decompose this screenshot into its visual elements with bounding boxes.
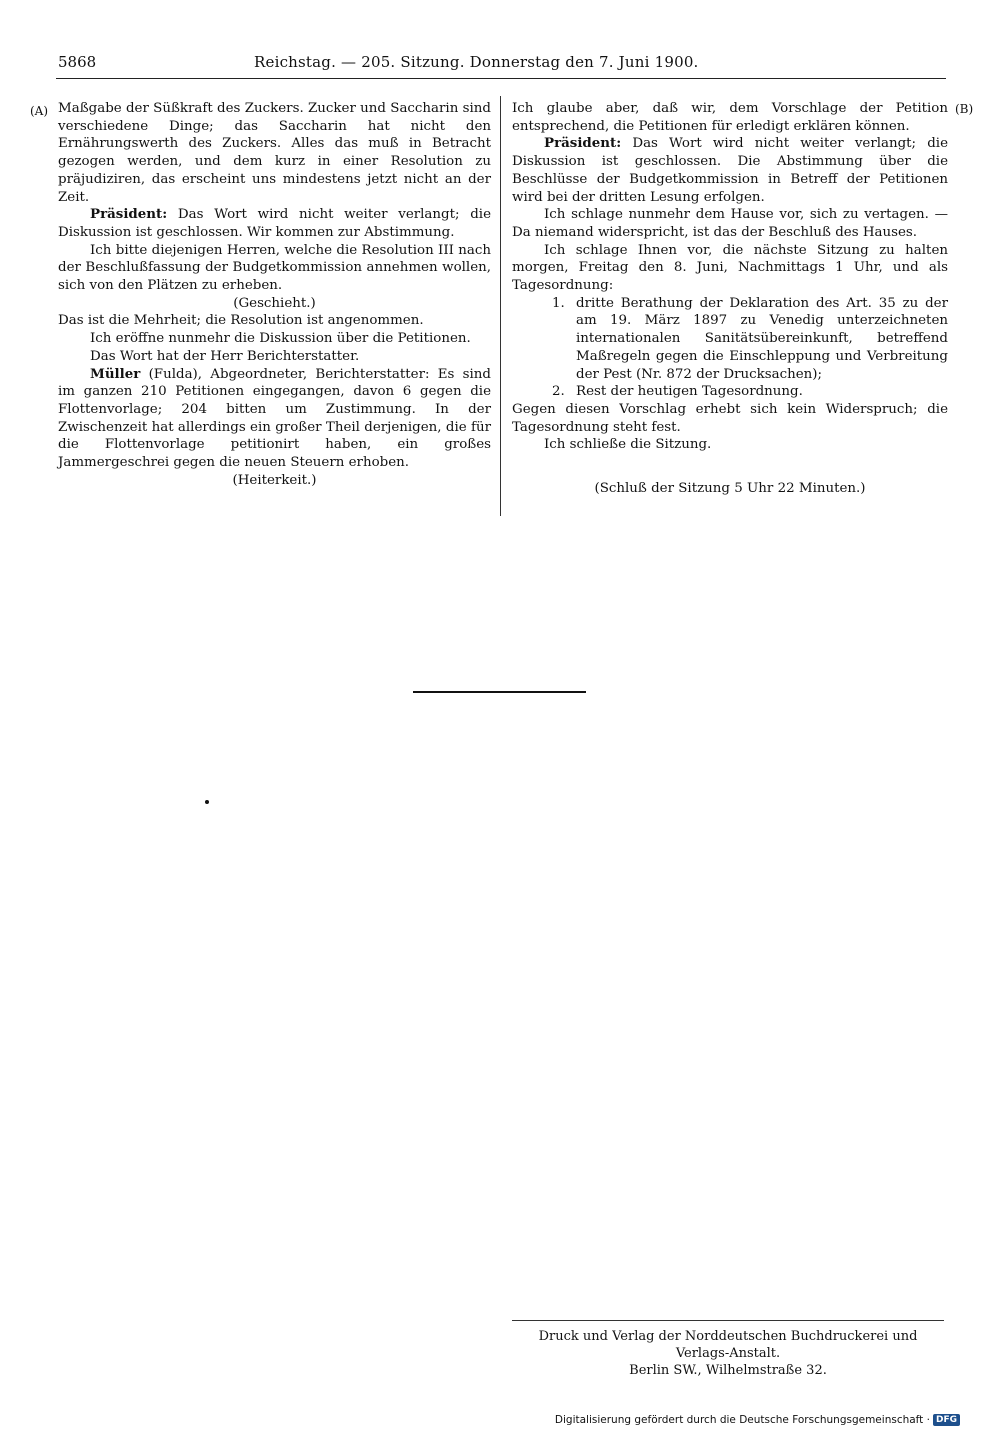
speaker-name: Müller [90,365,141,382]
digitization-credit [555,1412,960,1428]
paragraph: Das Wort hat der Herr Berichterstatter. [90,348,360,364]
header-rule [56,78,946,79]
agenda-item [512,295,948,384]
margin-mark-a: (A) [30,104,49,118]
paragraph: Maßgabe der Süßkraft des Zuckers. Zucker und Saccharin sind verschiedene Dinge; das Saccharin hat nicht den Ernährungswerth des Zuckers. Alles das muß in Betracht gezogen werden, und dem kurz in einer Resolution zu präjudiziren, das erscheint uns mindestens jetzt nicht an der Zeit. [58,101,491,205]
agenda-item-number: 2. [552,384,565,400]
stage-direction: (Geschieht.) [233,295,316,311]
print-speck [205,800,209,804]
speech-text: (Fulda), Abgeordneter, Berichterstatter: Es sind im ganzen 210 Petitionen eingegangen, davon 6 gegen die Flottenvorlage; 204 bitten um Zustimmung. In der Zwischenzeit hat allerdings ein großer Theil derjenigen, die für die Flottenvorlage petitionirt haben, ein großes Jammergeschrei gegen die neuen Steuern erhoben. [58,366,491,471]
paragraph: Gegen diesen Vorschlag erhebt sich kein Widerspruch; die Tagesordnung steht fest. [512,401,948,435]
running-title: Reichstag. — 205. Sitzung. Donnerstag den 7. Juni 1900. [254,53,699,71]
paragraph: Ich glaube aber, daß wir, dem Vorschlage der Petition entsprechend, die Petitionen für erledigt erklären können. [512,101,948,134]
page-number: 5868 [58,53,97,71]
agenda-item-text: Rest der heutigen Tagesordnung. [576,384,803,400]
agenda-list [512,295,948,401]
margin-mark-b: (B) [955,102,974,116]
page-header [58,50,748,74]
right-column [512,100,948,498]
paragraph: Ich schlage nunmehr dem Hause vor, sich zu vertagen. — Da niemand widerspricht, ist das der Beschluß des Hauses. [512,207,948,240]
paragraph: Ich schlage Ihnen vor, die nächste Sitzung zu halten morgen, Freitag den 8. Juni, Nachmittags 1 Uhr, und als Tagesordnung: [512,242,948,294]
speaker-name: Präsident: [90,206,168,223]
closing-note: (Schluß der Sitzung 5 Uhr 22 Minuten.) [594,481,866,497]
agenda-item-text: dritte Berathung der Deklaration des Art. 35 zu der am 19. März 1897 zu Venedig unterzeichneten internationalen Sanitätsübereinkunft, betreffend Maßregeln gegen die Einschleppung und Verbreitung der Pest (Nr. 872 der Drucksachen); [576,295,948,382]
paragraph [58,206,491,241]
speech-text: Das Wort wird nicht weiter verlangt; die Diskussion ist geschlossen. Die Abstimmung über die Beschlüsse der Budgetkommission in Betreff der Petitionen wird bei der dritten Lesung erfolgen. [512,136,948,205]
imprint [512,1328,944,1379]
agenda-item [512,383,948,401]
imprint-line: Berlin SW., Wilhelmstraße 32. [629,1363,827,1378]
left-column [58,100,491,489]
speech-text: Das Wort wird nicht weiter verlangt; die Diskussion ist geschlossen. Wir kommen zur Abstimmung. [58,207,491,240]
paragraph: Ich schließe die Sitzung. [544,437,712,453]
paragraph: Ich bitte diejenigen Herren, welche die Resolution III nach der Beschlußfassung der Budgetkommission annehmen wollen, sich von den Plätzen zu erheben. [58,242,491,294]
credit-text: Digitalisierung gefördert durch die Deutsche Forschungsgemeinschaft · [554,1414,930,1426]
paragraph [512,135,948,206]
paragraph: Das ist die Mehrheit; die Resolution ist angenommen. [58,313,424,329]
agenda-item-number: 1. [552,295,565,311]
column-divider [500,96,501,516]
stage-direction: (Heiterkeit.) [232,472,317,488]
section-end-rule [413,691,586,693]
imprint-rule [512,1320,944,1321]
imprint-line: Druck und Verlag der Norddeutschen Buchdruckerei und Verlags-Anstalt. [538,1329,918,1361]
paragraph: Ich eröffne nunmehr die Diskussion über die Petitionen. [90,331,471,347]
dfg-logo-icon: DFG [933,1414,960,1426]
paragraph [58,366,491,472]
speaker-name: Präsident: [544,135,622,152]
